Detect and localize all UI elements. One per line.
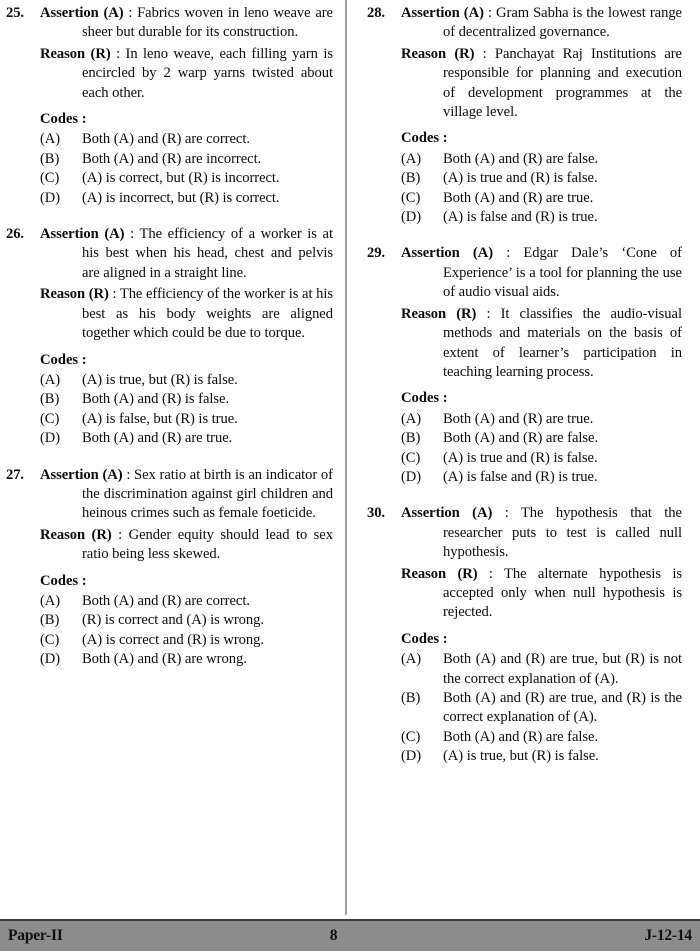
option-text: Both (A) and (R) are correct. — [82, 131, 250, 148]
option-key: (B) — [401, 430, 421, 447]
option-text: Both (A) and (R) are wrong. — [82, 651, 247, 668]
footer-page-number: 8 — [329, 927, 338, 944]
question-28-reason — [401, 45, 682, 123]
question-27-option-d[interactable] — [40, 650, 333, 669]
option-text: Both (A) and (R) are incorrect. — [82, 150, 262, 167]
reason-text: : The efficiency of the worker is at his best as his body weights are aligned together which could be due to torque. — [82, 286, 333, 342]
assertion-label: Assertion (A) — [401, 505, 493, 522]
option-text: (A) is true and (R) is false. — [443, 449, 598, 466]
assertion-text: : The efficiency of a worker is at his best when his head, chest and pelvis are aligned in a straight line. — [82, 226, 333, 281]
reason-text: : It classifies the audio-visual methods and materials on the basis of extent of learner’s participation in teaching learning process. — [443, 305, 682, 380]
reason-label: Reason (R) — [401, 45, 475, 62]
question-29-number: 29. — [367, 245, 385, 262]
question-30-option-b[interactable] — [401, 689, 682, 728]
assertion-label: Assertion (A) — [40, 5, 124, 21]
question-30-reason — [401, 565, 682, 623]
reason-text: : Gender equity should lead to sex ratio being less skewed. — [82, 526, 333, 563]
option-text: (A) is false, but (R) is true. — [82, 410, 238, 427]
option-text: Both (A) and (R) are correct. — [82, 592, 250, 609]
assertion-text: : Sex ratio at birth is an indicator of the discrimination against girl children and heinous crimes such as female foeticide. — [82, 466, 333, 522]
option-key: (B) — [401, 170, 421, 187]
reason-text: : In leno weave, each filling yarn is encircled by 2 warp yarns twisted about each other. — [82, 45, 333, 101]
assertion-text: : Fabrics woven in leno weave are sheer but durable for its construction. — [82, 5, 333, 41]
option-key: (D) — [40, 430, 61, 447]
question-29-option-d[interactable] — [401, 468, 682, 487]
option-text: Both (A) and (R) are false. — [443, 150, 599, 167]
question-25-number: 25. — [6, 5, 24, 21]
question-30-number: 30. — [367, 505, 385, 522]
question-27-assertion — [40, 466, 333, 524]
reason-label: Reason (R) — [40, 45, 111, 62]
option-text: (A) is correct and (R) is wrong. — [82, 631, 264, 648]
reason-label: Reason (R) — [40, 526, 112, 543]
option-key: (C) — [401, 189, 421, 206]
question-25-assertion — [40, 4, 333, 43]
question-29-body — [401, 244, 682, 487]
question-26-option-c[interactable] — [40, 410, 333, 429]
option-key: (D) — [401, 748, 422, 765]
option-key: (C) — [40, 631, 60, 648]
question-25-option-a[interactable] — [40, 130, 333, 149]
option-text: (A) is true and (R) is false. — [443, 170, 598, 187]
question-30-option-d[interactable] — [401, 747, 682, 766]
question-27-reason — [40, 526, 333, 565]
question-25-option-b[interactable] — [40, 150, 333, 169]
question-27-codes-label: Codes : — [40, 572, 87, 589]
option-text: Both (A) and (R) are true, and (R) is the correct explanation of (A). — [443, 690, 682, 726]
question-28-option-d[interactable] — [401, 208, 682, 227]
question-26-head — [6, 225, 333, 448]
footer-code: J-12-14 — [644, 927, 692, 944]
left-column — [0, 0, 345, 915]
question-27-number: 27. — [6, 466, 24, 483]
question-25-reason — [40, 45, 333, 103]
option-key: (D) — [40, 189, 61, 206]
question-29-codes-label: Codes : — [401, 390, 448, 407]
option-key: (A) — [401, 651, 422, 668]
question-30-option-a[interactable] — [401, 650, 682, 689]
option-text: Both (A) and (R) are true. — [443, 189, 594, 206]
option-key: (C) — [401, 449, 421, 466]
question-27-option-c[interactable] — [40, 631, 333, 650]
column-divider — [345, 0, 347, 915]
question-26-number: 26. — [6, 226, 24, 243]
assertion-label: Assertion (A) — [40, 466, 123, 483]
assertion-text: : Edgar Dale’s ‘Cone of Experience’ is a tool for planning the use of audio visual aids. — [443, 245, 682, 301]
question-29-assertion — [401, 244, 682, 302]
question-28-codes-label: Codes : — [401, 130, 448, 147]
question-28-body — [401, 4, 682, 227]
question-29-option-b[interactable] — [401, 429, 682, 448]
question-25-body — [40, 4, 333, 208]
option-key: (A) — [40, 131, 61, 148]
option-text: Both (A) and (R) are false. — [443, 728, 599, 745]
option-text: Both (A) and (R) are true. — [82, 430, 233, 447]
right-column — [345, 0, 690, 915]
question-28 — [367, 4, 682, 227]
option-text: (A) is correct, but (R) is incorrect. — [82, 170, 280, 187]
footer-paper-label: Paper-II — [8, 927, 63, 944]
question-27-body — [40, 466, 333, 670]
option-text: (A) is incorrect, but (R) is correct. — [82, 189, 280, 206]
option-text: (A) is false and (R) is true. — [443, 468, 598, 485]
assertion-text: : The hypothesis that the researcher puts to test is called null hypothesis. — [443, 505, 682, 561]
option-text: (A) is true, but (R) is false. — [82, 371, 238, 388]
question-28-assertion — [401, 4, 682, 43]
option-key: (B) — [40, 150, 60, 167]
question-30-codes-label: Codes : — [401, 630, 448, 647]
question-29-option-c[interactable] — [401, 449, 682, 468]
option-key: (A) — [401, 150, 422, 167]
reason-text: : Panchayat Raj Institutions are responsible for planning and execution of development programmes at the village level. — [443, 45, 682, 121]
option-key: (A) — [401, 410, 422, 427]
question-30-body — [401, 504, 682, 766]
question-26-codes-label: Codes : — [40, 351, 87, 368]
question-29-option-a[interactable] — [401, 410, 682, 429]
question-25-head — [6, 4, 333, 208]
question-27-option-a[interactable] — [40, 592, 333, 611]
question-28-head — [367, 4, 682, 227]
option-text: (R) is correct and (A) is wrong. — [82, 612, 264, 629]
question-26-assertion — [40, 225, 333, 283]
option-text: Both (A) and (R) is false. — [82, 391, 230, 408]
option-key: (D) — [401, 468, 422, 485]
question-25-option-d[interactable] — [40, 189, 333, 208]
question-30-option-c[interactable] — [401, 728, 682, 747]
question-28-option-b[interactable] — [401, 169, 682, 188]
option-text: Both (A) and (R) are true. — [443, 410, 594, 427]
question-28-option-c[interactable] — [401, 189, 682, 208]
question-26-option-d[interactable] — [40, 429, 333, 448]
option-key: (C) — [401, 728, 421, 745]
option-text: Both (A) and (R) are true, but (R) is not the correct explanation of (A). — [443, 651, 682, 687]
question-29-head — [367, 244, 682, 487]
question-27 — [6, 466, 333, 670]
question-25-option-c[interactable] — [40, 169, 333, 188]
question-30-assertion — [401, 504, 682, 562]
question-30-head — [367, 504, 682, 766]
option-key: (D) — [401, 209, 422, 226]
question-26 — [6, 225, 333, 448]
reason-text: : The alternate hypothesis is accepted only when null hypothesis is rejected. — [443, 565, 682, 621]
question-27-head — [6, 466, 333, 670]
reason-label: Reason (R) — [401, 305, 477, 322]
reason-label: Reason (R) — [401, 565, 478, 582]
question-30 — [367, 504, 682, 766]
assertion-label: Assertion (A) — [40, 226, 125, 243]
reason-label: Reason (R) — [40, 286, 109, 303]
question-25 — [6, 4, 333, 208]
page-footer — [0, 919, 700, 951]
option-text: (A) is true, but (R) is false. — [443, 748, 599, 765]
question-29-reason — [401, 305, 682, 383]
option-key: (C) — [40, 410, 60, 427]
question-28-option-a[interactable] — [401, 150, 682, 169]
question-25-codes-label: Codes : — [40, 111, 87, 128]
option-key: (D) — [40, 651, 61, 668]
assertion-text: : Gram Sabha is the lowest range of decentralized governance. — [443, 5, 682, 41]
assertion-label: Assertion (A) — [401, 5, 484, 21]
question-29 — [367, 244, 682, 487]
option-key: (C) — [40, 170, 60, 187]
question-27-option-b[interactable] — [40, 611, 333, 630]
option-key: (B) — [40, 612, 60, 629]
question-26-reason — [40, 285, 333, 343]
option-key: (B) — [401, 690, 421, 706]
option-key: (A) — [40, 592, 61, 609]
question-28-number: 28. — [367, 5, 385, 21]
option-key: (B) — [40, 391, 60, 408]
assertion-label: Assertion (A) — [401, 245, 494, 262]
question-26-body — [40, 225, 333, 448]
option-key: (A) — [40, 371, 61, 388]
question-26-option-a[interactable] — [40, 371, 333, 390]
question-26-option-b[interactable] — [40, 390, 333, 409]
option-text: Both (A) and (R) are false. — [443, 430, 599, 447]
option-text: (A) is false and (R) is true. — [443, 209, 598, 226]
